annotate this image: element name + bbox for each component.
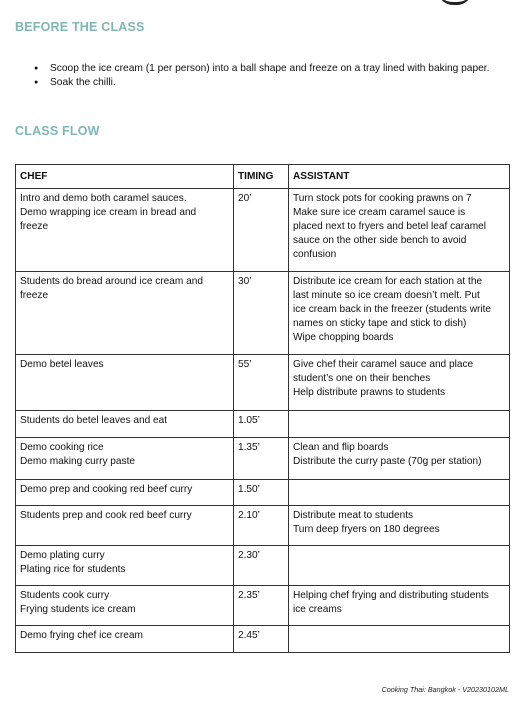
assistant-cell-line: Wipe chopping boards	[293, 332, 394, 343]
table-row	[16, 411, 510, 438]
assistant-cell-line: Clean and flip boards	[293, 442, 389, 453]
list-item: ● Soak the chilli.	[15, 76, 489, 90]
timing-cell: 2.45’	[234, 626, 289, 653]
assistant-cell-line: Turn deep fryers on 180 degrees	[293, 524, 440, 535]
timing-column-header: TIMING	[234, 165, 289, 189]
chef-cell	[16, 355, 234, 411]
class-flow-body	[16, 189, 510, 653]
list-item: ● Scoop the ice cream (1 per person) into a ball shape and freeze on a tray lined with baking paper.	[15, 62, 489, 76]
chef-cell	[16, 189, 234, 272]
page-edge-mark	[438, 0, 472, 5]
assistant-cell	[289, 626, 510, 653]
chef-cell	[16, 272, 234, 355]
chef-cell-line: Demo betel leaves	[20, 359, 104, 370]
assistant-cell-line: Help distribute prawns to students	[293, 387, 446, 398]
chef-cell-line: Intro and demo both caramel sauces.	[20, 193, 187, 204]
chef-cell-line: freeze	[20, 290, 49, 301]
assistant-cell-line: Make sure ice cream caramel sauce is	[293, 207, 466, 218]
chef-cell-line: Plating rice for students	[20, 564, 126, 575]
assistant-cell	[289, 480, 510, 506]
table-row	[16, 438, 510, 480]
table-header-row	[16, 165, 510, 189]
timing-cell: 55’	[234, 355, 289, 411]
assistant-cell-line: student’s one on their benches	[293, 373, 431, 384]
chef-cell-line: Students cook curry	[20, 590, 110, 601]
chef-cell-line: freeze	[20, 221, 49, 232]
assistant-cell	[289, 546, 510, 586]
table-row	[16, 355, 510, 411]
assistant-column-header: ASSISTANT	[289, 165, 510, 189]
before-class-list	[15, 62, 489, 90]
chef-cell	[16, 586, 234, 626]
timing-cell: 2.35’	[234, 586, 289, 626]
chef-column-header: CHEF	[16, 165, 234, 189]
chef-cell-line: Students prep and cook red beef curry	[20, 510, 192, 521]
timing-cell: 20’	[234, 189, 289, 272]
class-flow-heading: CLASS FLOW	[15, 124, 100, 138]
assistant-cell-line: Give chef their caramel sauce and place	[293, 359, 474, 370]
table-row	[16, 189, 510, 272]
assistant-cell-line: Distribute ice cream for each station at the	[293, 276, 483, 287]
before-class-heading: BEFORE THE CLASS	[15, 20, 145, 34]
table-row	[16, 480, 510, 506]
timing-cell: 2.10’	[234, 506, 289, 546]
assistant-cell-line: confusion	[293, 249, 337, 260]
assistant-cell	[289, 355, 510, 411]
assistant-cell-line: last minute so ice cream doesn’t melt. Put	[293, 290, 480, 301]
timing-cell: 1.35’	[234, 438, 289, 480]
assistant-cell-line: placed next to fryers and betel leaf caramel	[293, 221, 487, 232]
assistant-cell	[289, 272, 510, 355]
table-row	[16, 546, 510, 586]
assistant-cell	[289, 189, 510, 272]
assistant-cell	[289, 411, 510, 438]
table-row	[16, 626, 510, 653]
chef-cell-line: Frying students ice cream	[20, 604, 136, 615]
assistant-cell	[289, 586, 510, 626]
assistant-cell-line: names on sticky tape and stick to dish)	[293, 318, 467, 329]
chef-cell-line: Demo cooking rice	[20, 442, 104, 453]
chef-cell-line: Demo wrapping ice cream in bread and	[20, 207, 197, 218]
timing-cell: 1.50’	[234, 480, 289, 506]
chef-cell-line: Demo plating curry	[20, 550, 105, 561]
timing-cell: 2.30’	[234, 546, 289, 586]
assistant-cell-line: ice cream back in the freezer (students write	[293, 304, 492, 315]
assistant-cell-line: Helping chef frying and distributing students	[293, 590, 489, 601]
chef-cell	[16, 480, 234, 506]
chef-cell-line: Students do betel leaves and eat	[20, 415, 168, 426]
timing-cell: 30’	[234, 272, 289, 355]
table-row	[16, 272, 510, 355]
assistant-cell-line: Turn stock pots for cooking prawns on 7	[293, 193, 472, 204]
table-row	[16, 586, 510, 626]
class-flow-table	[15, 164, 510, 653]
timing-cell: 1.05’	[234, 411, 289, 438]
chef-cell	[16, 438, 234, 480]
assistant-cell-line: Distribute the curry paste (70g per station)	[293, 456, 482, 467]
table-row	[16, 506, 510, 546]
assistant-cell-line: ice creams	[293, 604, 342, 615]
assistant-cell-line: Distribute meat to students	[293, 510, 414, 521]
assistant-cell	[289, 438, 510, 480]
chef-cell	[16, 626, 234, 653]
assistant-cell-line: sauce on the other side bench to avoid	[293, 235, 467, 246]
chef-cell-line: Demo frying chef ice cream	[20, 630, 143, 641]
chef-cell-line: Demo prep and cooking red beef curry	[20, 484, 193, 495]
chef-cell	[16, 411, 234, 438]
footer-version: Cooking Thai: Bangkok - V20230102ML	[381, 685, 509, 694]
chef-cell-line: Demo making curry paste	[20, 456, 135, 467]
chef-cell-line: Students do bread around ice cream and	[20, 276, 203, 287]
chef-cell	[16, 506, 234, 546]
chef-cell	[16, 546, 234, 586]
assistant-cell	[289, 506, 510, 546]
